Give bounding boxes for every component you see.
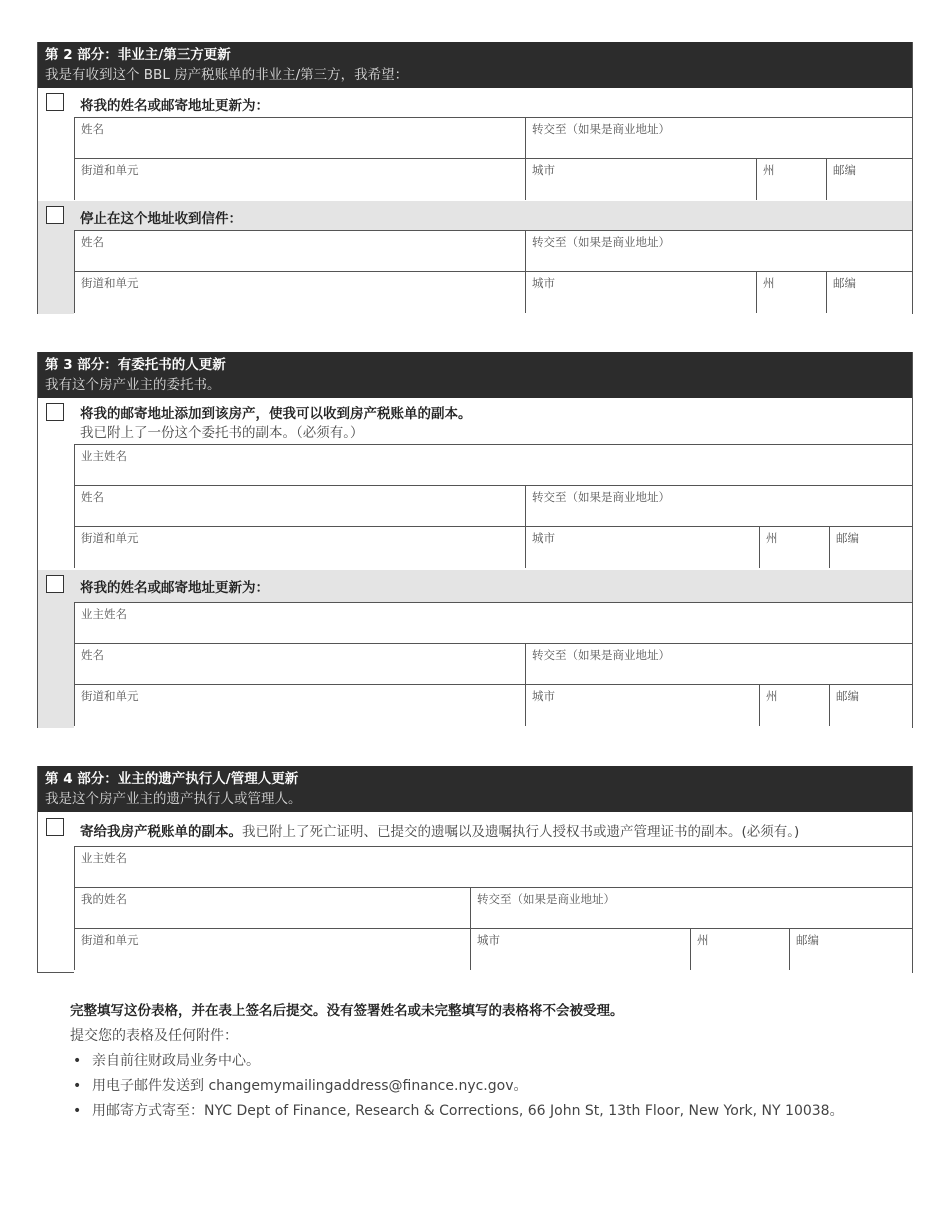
zip-field[interactable] — [829, 527, 912, 568]
field-label: 邮编 — [796, 933, 819, 947]
field-row — [74, 644, 912, 685]
zip-field[interactable] — [789, 929, 912, 970]
field-label: 转交至（如果是商业地址） — [532, 648, 670, 662]
field-label: 姓名 — [81, 235, 104, 249]
part3-subtitle: 我有这个房产业主的委托书。 — [45, 377, 221, 393]
notes-warning: 完整填写这份表格，并在表上签名后提交。没有签署姓名或未完整填写的表格将不会被受理。 — [70, 1003, 624, 1019]
field-label: 姓名 — [81, 490, 104, 504]
care-of-field[interactable] — [470, 888, 912, 928]
field-label: 邮编 — [836, 531, 859, 545]
field-label: 州 — [697, 933, 709, 947]
field-label: 州 — [766, 689, 778, 703]
field-label: 业主姓名 — [81, 607, 127, 621]
name-field[interactable] — [74, 644, 525, 684]
city-field[interactable] — [525, 685, 759, 726]
part4-subtitle: 我是这个房产业主的遗产执行人或管理人。 — [45, 791, 302, 807]
part3-title: 第 3 部分：有委托书的人更新 — [45, 357, 226, 373]
part3-add-fields — [74, 444, 912, 571]
part4-copy-fields — [74, 846, 912, 973]
state-field[interactable] — [690, 929, 789, 970]
field-label: 转交至（如果是商业地址） — [532, 490, 670, 504]
part2-stop-checkbox[interactable] — [46, 206, 64, 224]
field-label: 街道和单元 — [81, 689, 139, 703]
part2-title: 第 2 部分：非业主/第三方更新 — [45, 47, 231, 63]
zip-field[interactable] — [826, 272, 912, 313]
street-field[interactable] — [74, 272, 525, 313]
state-field[interactable] — [759, 685, 829, 726]
state-field[interactable] — [756, 272, 826, 313]
notes-item-mail: • 用邮寄方式寄至：NYC Dept of Finance, Research & Corrections, 66 John St, 13th Floor, New York, NY 10038。 — [70, 1099, 910, 1124]
field-row — [74, 445, 912, 486]
owner-name-field[interactable] — [74, 445, 912, 485]
owner-name-field[interactable] — [74, 603, 912, 643]
part2-header — [38, 42, 912, 88]
field-label: 业主姓名 — [81, 449, 127, 463]
field-row — [74, 159, 912, 200]
field-row — [74, 231, 912, 272]
field-row — [74, 118, 912, 159]
part4-option-copy — [38, 812, 912, 972]
part4-section — [37, 766, 913, 973]
field-row — [74, 888, 912, 929]
city-field[interactable] — [525, 527, 759, 568]
part3-add-label: 将我的邮寄地址添加到该房产，使我可以收到房产税账单的副本。 — [80, 406, 472, 422]
field-row — [74, 272, 912, 313]
part2-stop-label: 停止在这个地址收到信件： — [80, 211, 242, 227]
field-row — [74, 929, 912, 970]
city-field[interactable] — [525, 159, 756, 200]
care-of-field[interactable] — [525, 118, 912, 158]
state-field[interactable] — [759, 527, 829, 568]
field-label: 邮编 — [836, 689, 859, 703]
part2-section — [37, 42, 913, 314]
state-field[interactable] — [756, 159, 826, 200]
field-label: 州 — [763, 163, 775, 177]
part3-update-label: 将我的姓名或邮寄地址更新为： — [80, 580, 269, 596]
field-row — [74, 486, 912, 527]
part3-option-update — [38, 570, 912, 728]
part4-copy-label-rest: 我已附上了死亡证明、已提交的遗嘱以及遗嘱执行人授权书或遗产管理证书的副本。(必须有。) — [242, 824, 800, 840]
field-label: 姓名 — [81, 648, 104, 662]
part2-update-checkbox[interactable] — [46, 93, 64, 111]
street-field[interactable] — [74, 685, 525, 726]
care-of-field[interactable] — [525, 231, 912, 271]
street-field[interactable] — [74, 527, 525, 568]
part2-update-fields — [74, 117, 912, 202]
part2-option-update — [38, 88, 912, 201]
field-label: 城市 — [477, 933, 500, 947]
field-row — [74, 847, 912, 888]
part3-header — [38, 352, 912, 398]
field-label: 街道和单元 — [81, 531, 139, 545]
field-row — [74, 527, 912, 568]
field-label: 街道和单元 — [81, 163, 139, 177]
notes-intro: 提交您的表格及任何附件： — [70, 1028, 238, 1044]
part4-title: 第 4 部分：业主的遗产执行人/管理人更新 — [45, 771, 299, 787]
street-field[interactable] — [74, 159, 525, 200]
field-label: 转交至（如果是商业地址） — [477, 892, 615, 906]
part3-option-add — [38, 398, 912, 570]
field-label: 城市 — [532, 276, 555, 290]
field-label: 邮编 — [833, 163, 856, 177]
part3-section — [37, 352, 913, 728]
field-label: 街道和单元 — [81, 933, 139, 947]
care-of-field[interactable] — [525, 486, 912, 526]
part4-copy-label — [80, 820, 799, 840]
field-label: 州 — [766, 531, 778, 545]
field-label: 我的姓名 — [81, 892, 127, 906]
part2-subtitle: 我是有收到这个 BBL 房产税账单的非业主/第三方，我希望： — [45, 67, 409, 83]
notes-item-email: • 用电子邮件发送到 changemymailingaddress@finance.nyc.gov。 — [70, 1074, 910, 1099]
part4-copy-checkbox[interactable] — [46, 818, 64, 836]
name-field[interactable] — [74, 118, 525, 158]
field-row — [74, 685, 912, 726]
field-label: 转交至（如果是商业地址） — [532, 235, 670, 249]
zip-field[interactable] — [829, 685, 912, 726]
part3-update-fields — [74, 602, 912, 729]
field-label: 姓名 — [81, 122, 104, 136]
street-field[interactable] — [74, 929, 470, 970]
field-label: 城市 — [532, 163, 555, 177]
zip-field[interactable] — [826, 159, 912, 200]
field-label: 业主姓名 — [81, 851, 127, 865]
field-label: 州 — [763, 276, 775, 290]
name-field[interactable] — [74, 486, 525, 526]
field-label: 转交至（如果是商业地址） — [532, 122, 670, 136]
field-label: 城市 — [532, 531, 555, 545]
submission-notes — [70, 1000, 910, 1124]
part4-header — [38, 766, 912, 812]
city-field[interactable] — [525, 272, 756, 313]
owner-name-field[interactable] — [74, 847, 912, 887]
field-label: 邮编 — [833, 276, 856, 290]
my-name-field[interactable] — [74, 888, 470, 928]
name-field[interactable] — [74, 231, 525, 271]
part3-add-checkbox[interactable] — [46, 403, 64, 421]
part3-add-sublabel: 我已附上了一份这个委托书的副本。（必须有。） — [80, 425, 364, 441]
part2-update-label: 将我的姓名或邮寄地址更新为： — [80, 98, 269, 114]
part2-option-stop — [38, 201, 912, 314]
field-row — [74, 603, 912, 644]
part4-copy-label-bold: 寄给我房产税账单的副本。 — [80, 824, 242, 840]
part3-update-checkbox[interactable] — [46, 575, 64, 593]
field-label: 街道和单元 — [81, 276, 139, 290]
field-label: 城市 — [532, 689, 555, 703]
notes-item-in-person: • 亲自前往财政局业务中心。 — [70, 1049, 910, 1074]
care-of-field[interactable] — [525, 644, 912, 684]
part2-stop-fields — [74, 230, 912, 315]
city-field[interactable] — [470, 929, 690, 970]
